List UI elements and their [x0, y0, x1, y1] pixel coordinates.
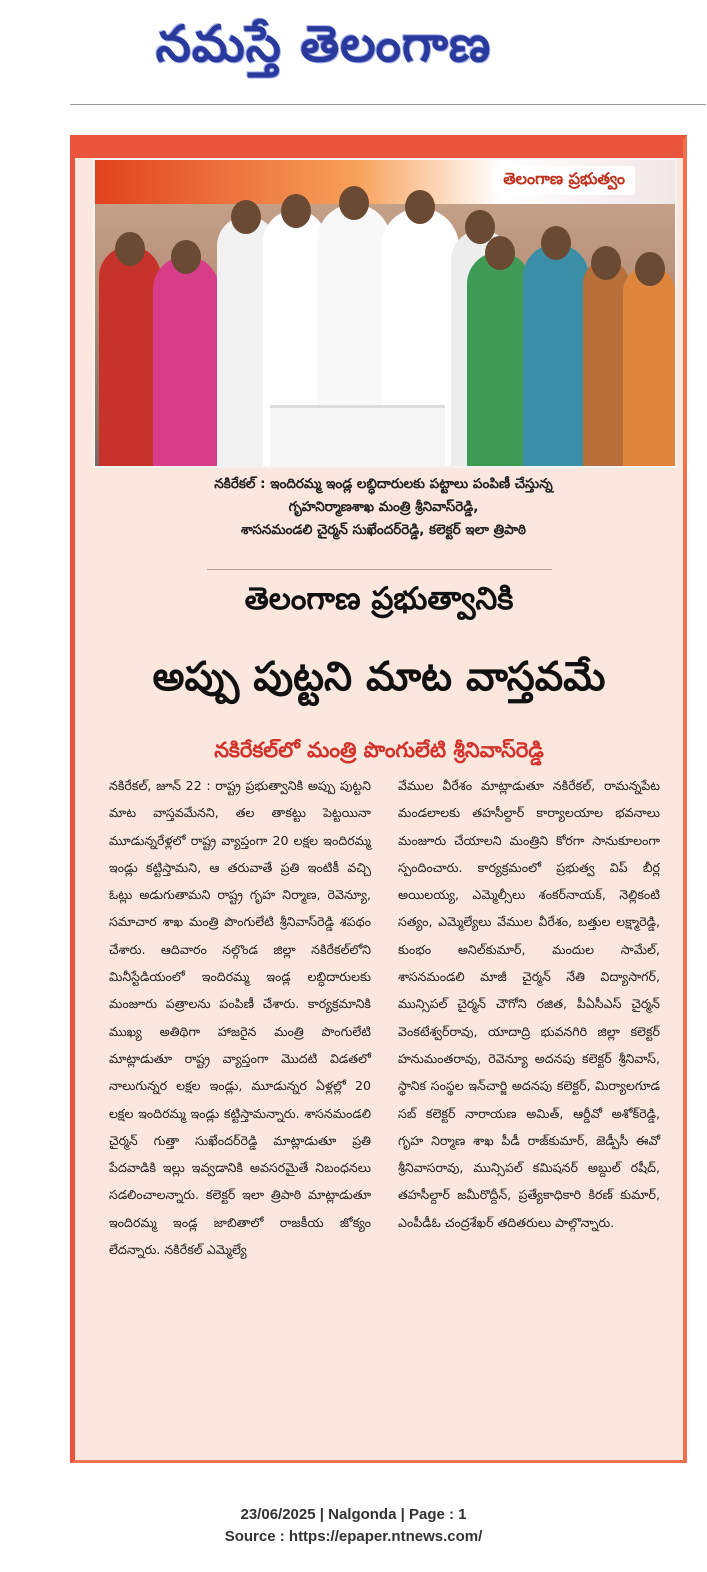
masthead-divider [70, 104, 706, 105]
photo-person-head [591, 246, 621, 280]
article-clipping [70, 135, 687, 1463]
body-text: వేముల వీరేశం మాట్లాడుతూ నకిరేకల్, రామన్నపేట మండలాలకు తహసీల్దార్ కార్యాలయాల భవనాలు మంజూరు చేయాలని మంత్రిని కోరగా సానుకూలంగా స్పందించారు. కార్యక్రమంలో ప్రభుత్వ విప్ బీర్ల అయిలయ్య, ఎమ్మెల్సీలు శంకర్‌నాయక్, నెల్లికంటి సత్యం, ఎమ్మెల్యేలు వేముల వీరేశం, బత్తుల లక్ష్మారెడ్డి, కుంభం అనిల్‌కుమార్, మందుల సామేల్, శాసనమండలి మాజీ చైర్మన్ నేతి విద్యాసాగర్, మున్సిపల్ చైర్మన్ చౌగోని రజిత, పీఏసీఎస్ చైర్మన్ వెంకటేశ్వర్‌రావు, యాదాద్రి భువనగిరి జిల్లా కలెక్టర్ హనుమంతరావు, రెవెన్యూ అదనపు కలెక్టర్ శ్రీనివాస్, స్థానిక సంస్థల ఇన్‌చార్జి అదనపు కలెక్టర్, మిర్యాలగూడ సబ్ కలెక్టర్ నారాయణ అమిత్, ఆర్డీవో అశోక్‌రెడ్డి, గృహ నిర్మాణ శాఖ పీడీ రాజ్‌కుమార్, జెడ్పీసీ ఈవో శ్రీనివాసరావు, మున్సిపల్ కమిషనర్ అబ్దుల్ రషీద్, తహసీల్దార్ జమీరొద్దీన్, ప్రత్యేకాధికారి కిరణ్ కుమార్, ఎంపీడీఓ చంద్రశేఖర్ తదితరులు పాల్గొన్నారు. [398, 778, 660, 1230]
photo-person-head [635, 252, 665, 286]
body-column-left [109, 772, 371, 1263]
photo-stage-banner [95, 160, 675, 204]
photo-person [153, 256, 219, 466]
masthead [0, 0, 707, 100]
photo-banner-text: తెలంగాణ ప్రభుత్వం [493, 166, 635, 195]
headline-line-2: అప్పు పుట్టని మాట వాస్తవమే [152, 653, 606, 700]
subheadline: నకిరేకల్‌లో మంత్రి పొంగులేటి శ్రీనివాస్‌రెడ్డి [214, 738, 544, 762]
caption-divider [207, 569, 552, 570]
caption-line: గృహనిర్మాణశాఖ మంత్రి శ్రీనివాస్‌రెడ్డి, [288, 499, 479, 515]
news-photo [93, 158, 677, 468]
photo-person-head [171, 240, 201, 274]
photo-person-head [541, 226, 571, 260]
body-column-right [398, 772, 660, 1236]
photo-person-head [339, 186, 369, 220]
photo-person [99, 246, 161, 466]
headline-line-1: తెలంగాణ ప్రభుత్వానికి [244, 581, 514, 617]
photo-person-head [485, 236, 515, 270]
photo-person-head [115, 232, 145, 266]
footer-source-line: Source : https://epaper.ntnews.com/ [224, 1528, 483, 1545]
caption-line: నకిరేకల్ : ఇందిరమ్మ ఇండ్ల లబ్ధిదారులకు పట్టాలు పంపిణీ చేస్తున్న [214, 476, 553, 492]
photo-caption [95, 473, 672, 542]
photo-person-head [281, 194, 311, 228]
photo-person [523, 244, 589, 466]
photo-person-head [231, 200, 261, 234]
photo-person [623, 266, 675, 466]
masthead-title: నమస్తే తెలంగాణ [155, 14, 492, 73]
article-top-bar [75, 140, 683, 158]
photo-table [270, 405, 445, 466]
photo-person-head [405, 190, 435, 224]
body-text: నకిరేకల్, జూన్ 22 : రాష్ట్ర ప్రభుత్వానికి అప్పు పుట్టని మాట వాస్తవమేనని, తల తాకట్టు పెట్టయినా మూడున్నరేళ్లలో రాష్ట్ర వ్యాప్తంగా 20 లక్షల ఇందిరమ్మ ఇండ్లు కట్టిస్తామని, ఆ తరువాతే ప్రతి ఇంటికీ వచ్చి ఓట్లు అడుగుతామని రాష్ట్ర గృహ నిర్మాణ, రెవెన్యూ, సమాచార శాఖ మంత్రి పొంగులేటి శ్రీనివాస్‌రెడ్డి శపథం చేశారు. ఆదివారం నల్గొండ జిల్లా నకిరేకల్‌లోని మినీస్టేడియంలో ఇందిరమ్మ ఇండ్ల లబ్ధిదారులకు మంజూరు పత్రాలను పంపిణీ చేశారు. కార్యక్రమానికి ముఖ్య అతిథిగా హాజరైన మంత్రి పొంగులేటి మాట్లాడుతూ రాష్ట్ర వ్యాప్తంగా మొదటి విడతలో నాలుగున్నర లక్షల ఇండ్లు, మూడున్నర ఏళ్లల్లో 20 లక్షల ఇందిరమ్మ ఇండ్లు కట్టిస్తామన్నారు. శాసనమండలి చైర్మన్ గుత్తా సుఖేందర్‌రెడ్డి మాట్లాడుతూ ప్రతి పేదవాడికి ఇల్లు ఇవ్వడానికి అవసరమైతే నిబంధనలు సడలించాలన్నారు. కలెక్టర్ ఇలా త్రిపాఠి మాట్లాడుతూ ఇందిరమ్మ ఇండ్ల జాబితాలో రాజకీయ జోక్యం లేదన్నారు. నకిరేకల్ ఎమ్మెల్యే [109, 778, 371, 1258]
footer-date-line: 23/06/2025 | Nalgonda | Page : 1 [240, 1506, 467, 1523]
photo-person [467, 252, 531, 466]
caption-line: శాసనమండలి చైర్మన్ సుఖేందర్‌రెడ్డి, కలెక్టర్ ఇలా త్రిపాఠి [240, 522, 527, 538]
